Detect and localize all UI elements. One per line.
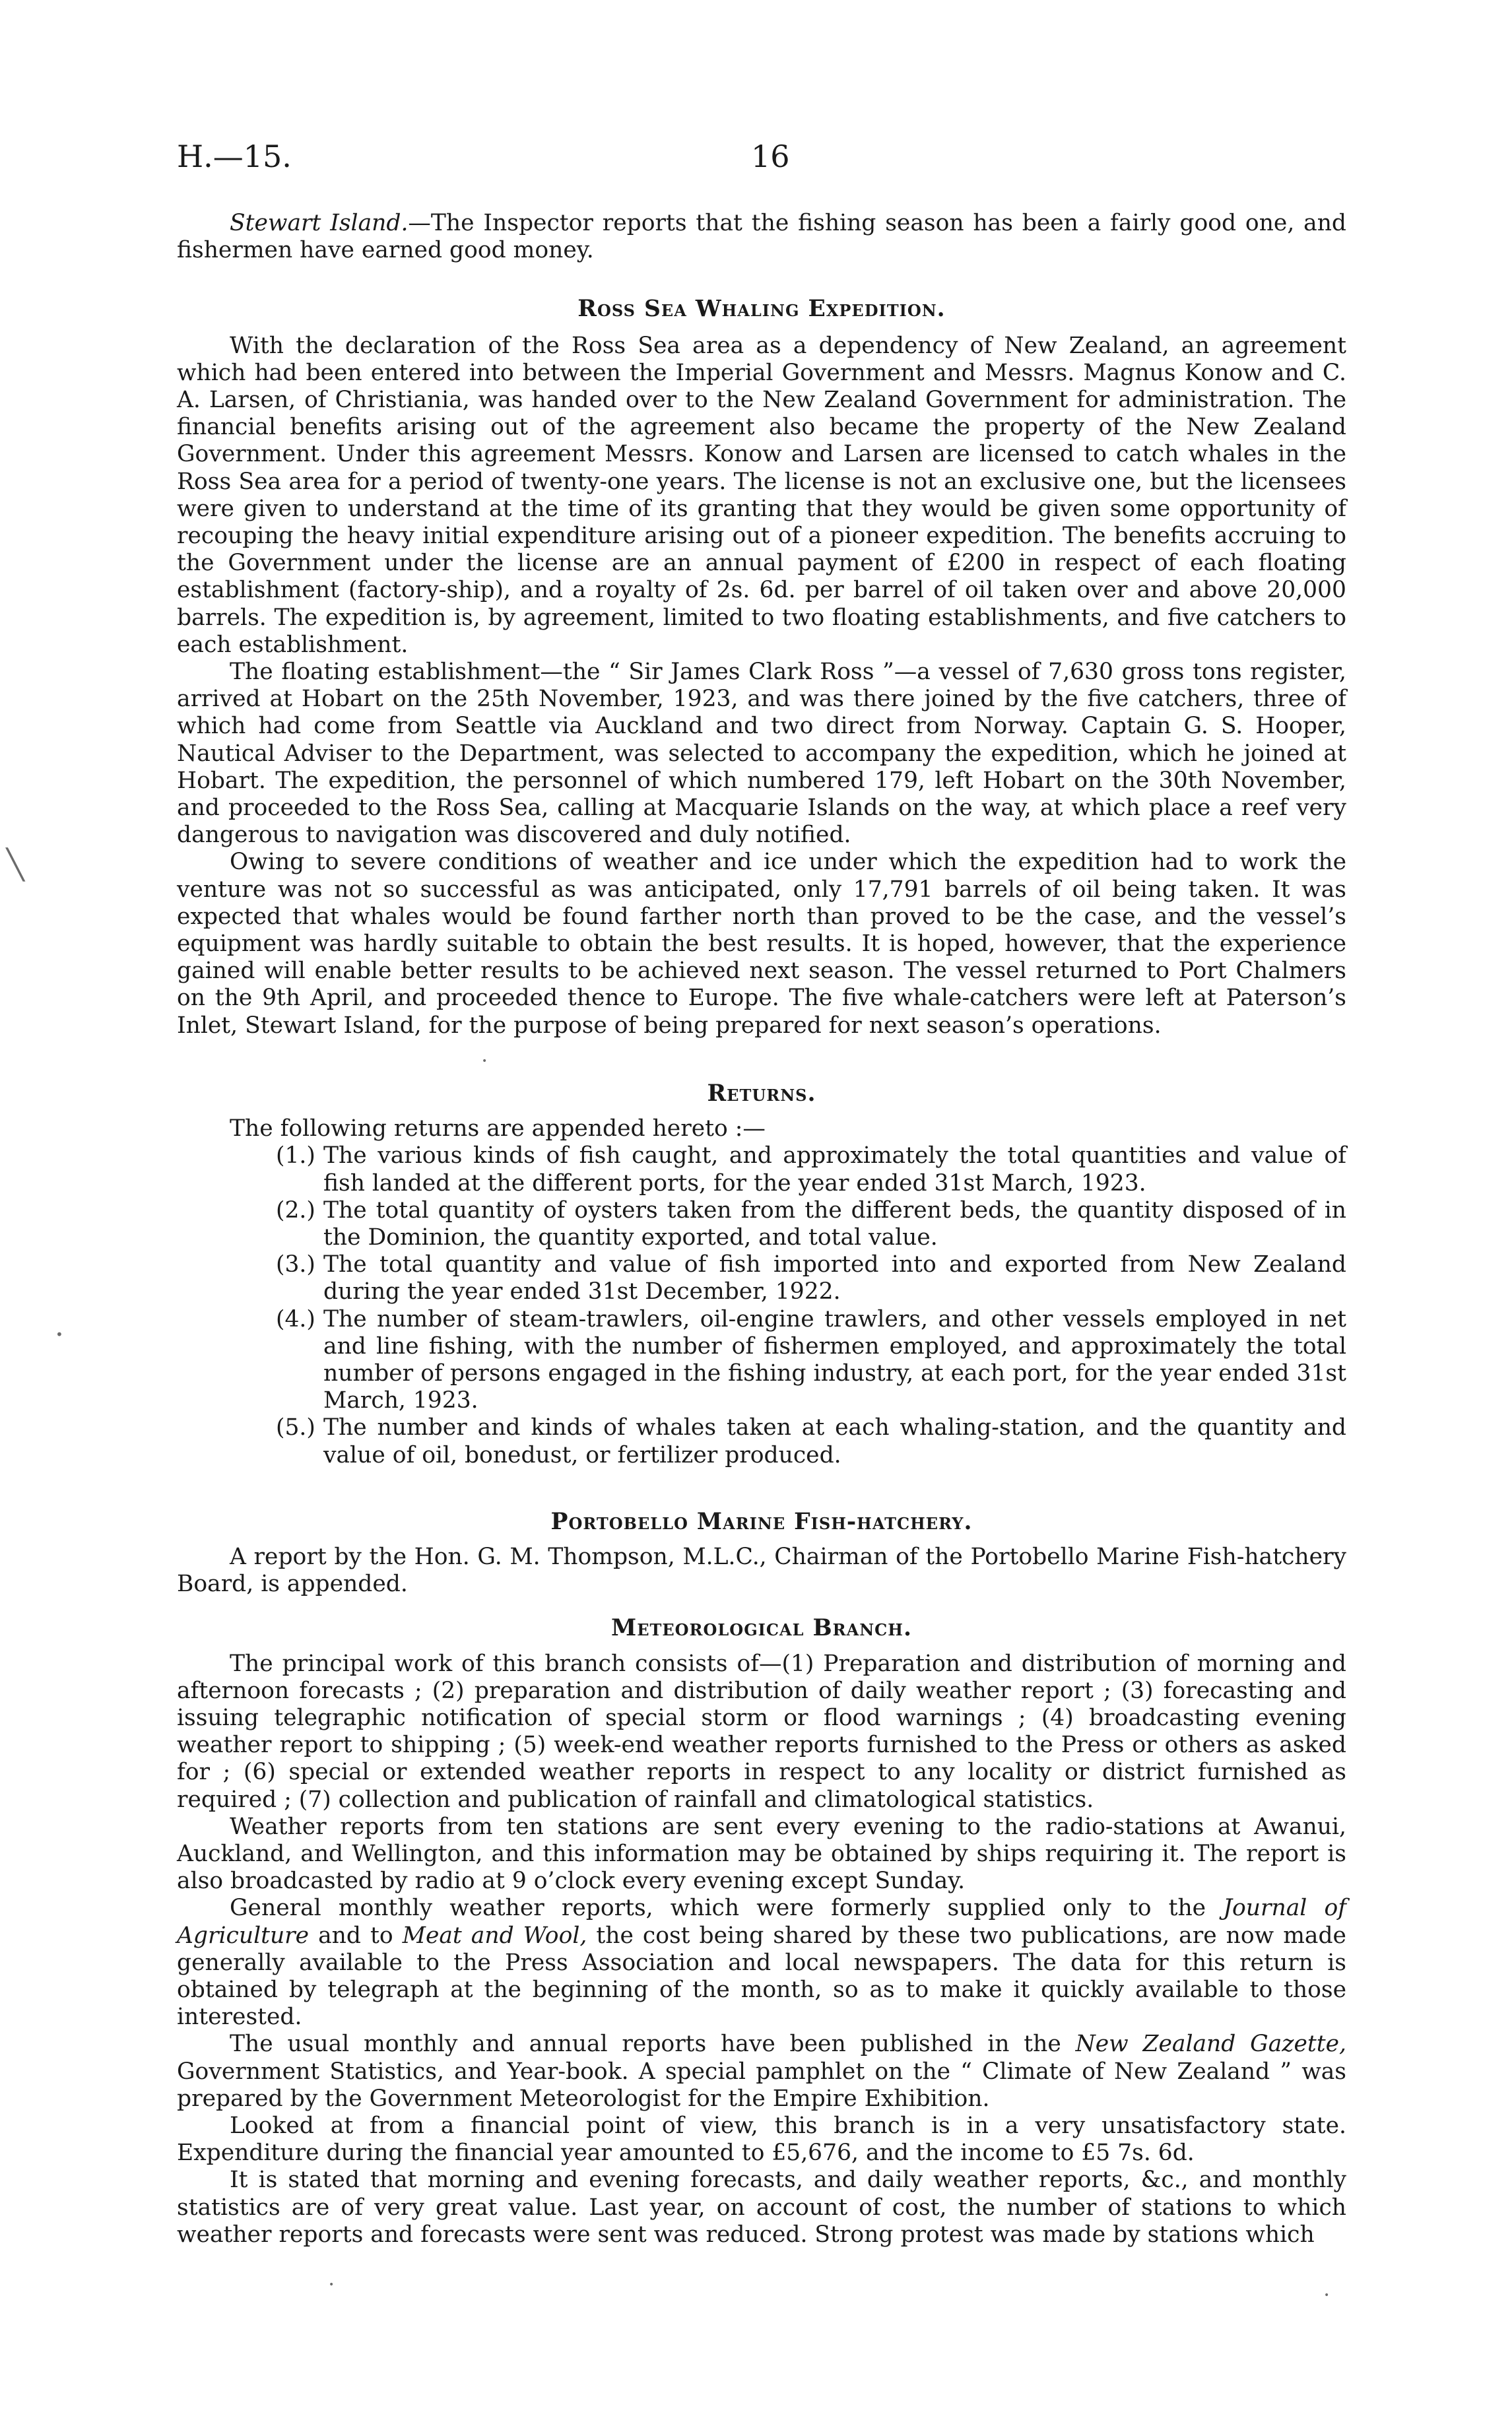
meteorological-text: the cost being shared by these two publications, are now made generally available to the Press Association and local newspapers. The data for this return is obtained by telegraph at the beginning of the month, so as to make it quickly available to those interested. [177, 1922, 1346, 2031]
scan-dust-mark: • [1324, 2290, 1330, 2301]
returns-list [177, 1142, 1346, 1468]
scan-dust-mark: • [329, 2280, 335, 2290]
meteorological-paragraph [177, 1895, 1346, 2031]
stewart-island-paragraph [177, 210, 1346, 264]
meteorological-paragraph: Looked at from a financial point of view, this branch is in a very unsatisfactory state. Expenditure during the financial year amounted to £5,676, and the income to £5 7s. 6d. [177, 2113, 1346, 2167]
returns-list-item [177, 1414, 1346, 1468]
returns-item-number: (1.) [276, 1142, 315, 1169]
meteorological-paragraph: It is stated that morning and evening forecasts, and daily weather reports, &c., and monthly statistics are of very great value. Last year, on account of cost, the number of stations to which weather reports and forecasts were sent was reduced. Strong protest was made by stations which [177, 2167, 1346, 2248]
returns-item-text: The total quantity of oysters taken from the different beds, the quantity disposed of in the Dominion, the quantity exported, and total value. [323, 1197, 1346, 1251]
meteorological-text: The usual monthly and annual reports have been published in the [230, 2031, 1076, 2058]
meteorological-text: and to [309, 1922, 403, 1949]
ross-sea-heading: Ross Sea Whaling Expedition. [577, 296, 946, 323]
returns-list-item [177, 1142, 1346, 1197]
portobello-heading: Portobello Marine Fish-hatchery. [550, 1508, 973, 1535]
meteorological-text: Government Statistics, and Year-book. A special pamphlet on the “ Climate of New Zealand ” was prepared by the Government Meteorologist for the Empire Exhibition. [177, 2058, 1346, 2112]
ross-sea-paragraph: With the declaration of the Ross Sea area as a dependency of New Zealand, an agreement which had been entered into between the Imperial Government and Messrs. Magnus Konow and C. A. Larsen, of Christiania, was handed over to the New Zealand Government for administration. The financial benefits arising out of the agreement also became the property of the New Zealand Government. Under this agreement Messrs. Konow and Larsen are licensed to catch whales in the Ross Sea area for a period of twenty-one years. The license is not an exclusive one, but the licensees were given to understand at the time of its granting that they would be given some opportunity of recouping the heavy initial expenditure arising out of a pioneer expedition. The benefits accruing to the Government under the license are an annual payment of £200 in respect of each floating establishment (factory-ship), and a royalty of 2s. 6d. per barrel of oil taken over and above 20,000 barrels. The expedition is, by agreement, limited to two floating establishments, and five catchers to each establishment. [177, 332, 1346, 658]
page-body [177, 205, 1346, 2249]
returns-item-text: The number and kinds of whales taken at each whaling-station, and the quantity and value of oil, bonedust, or fertilizer produced. [323, 1414, 1346, 1468]
journal-title: Meat and Wool, [402, 1922, 587, 1949]
meteorological-heading: Meteorological Branch. [611, 1615, 912, 1642]
page-number: 16 [751, 139, 790, 174]
returns-item-text: The various kinds of fish caught, and approximately the total quantities and value of fish landed at the different ports, for the year ended 31st March, 1923. [323, 1142, 1346, 1197]
returns-intro: The following returns are appended hereto :— [230, 1115, 766, 1142]
ross-sea-paragraph: The floating establishment—the “ Sir James Clark Ross ”—a vessel of 7,630 gross tons register, arrived at Hobart on the 25th November, 1923, and was there joined by the five catchers, three of which had come from Seattle via Auckland and two direct from Norway. Captain G. S. Hooper, Nautical Adviser to the Department, was selected to accompany the expedition, which he joined at Hobart. The expedition, the personnel of which numbered 179, left Hobart on the 30th November, and proceeded to the Ross Sea, calling at Macquarie Islands on the way, at which place a reef very dangerous to navigation was discovered and duly notified. [177, 659, 1346, 849]
scan-dust-mark: • [482, 1056, 488, 1067]
meteorological-paragraph: The principal work of this branch consists of—(1) Preparation and distribution of morning and afternoon forecasts ; (2) preparation and distribution of daily weather report ; (3) forecasting and issuing telegraphic notification of special storm or flood warnings ; (4) broadcasting evening weather report to shipping ; (5) week-end weather reports furnished to the Press or others as asked for ; (6) special or extended weather reports in respect to any locality or district furnished as required ; (7) collection and publication of rainfall and climatological statistics. [177, 1650, 1346, 1813]
returns-item-number: (3.) [276, 1251, 315, 1278]
gazette-title: New Zealand Gazette, [1075, 2031, 1347, 2058]
meteorological-paragraph: Weather reports from ten stations are sent every evening to the radio-stations at Awanui, Auckland, and Wellington, and this information may be obtained by ships requiring it. The report is also broadcasted by radio at 9 o’clock every evening except Sunday. [177, 1813, 1346, 1895]
meteorological-paragraph [177, 2031, 1346, 2113]
scan-dust-mark: • [55, 1327, 63, 1342]
stewart-island-text: —The Inspector reports that the fishing season has been a fairly good one, and fishermen have earned good money. [177, 210, 1347, 264]
journal-title: Journal of Agriculture [177, 1895, 1346, 1949]
returns-item-number: (5.) [276, 1414, 315, 1441]
portobello-paragraph: A report by the Hon. G. M. Thompson, M.L.C., Chairman of the Portobello Marine Fish-hatchery Board, is appended. [177, 1543, 1346, 1598]
returns-list-item [177, 1251, 1346, 1305]
ross-sea-paragraph: Owing to severe conditions of weather and ice under which the expedition had to work the venture was not so successful as was anticipated, only 17,791 barrels of oil being taken. It was expected that whales would be found farther north than proved to be the case, and the vessel’s equipment was hardly suitable to obtain the best results. It is hoped, however, that the experience gained will enable better results to be achieved next season. The vessel returned to Port Chalmers on the 9th April, and proceeded thence to Europe. The five whale-catchers were left at Paterson’s Inlet, Stewart Island, for the purpose of being prepared for next season’s operations. [177, 849, 1346, 1039]
document-code: H.—15. [177, 139, 292, 174]
returns-item-text: The total quantity and value of fish imported into and exported from New Zealand during the year ended 31st December, 1922. [323, 1251, 1346, 1305]
returns-list-item [177, 1197, 1346, 1251]
returns-item-text: The number of steam-trawlers, oil-engine trawlers, and other vessels employed in net and line fishing, with the number of fishermen employed, and approximately the total number of persons engaged in the fishing industry, at each port, for the year ended 31st March, 1923. [323, 1305, 1346, 1414]
returns-item-number: (2.) [276, 1197, 315, 1224]
margin-scan-mark: ╲ [7, 848, 24, 882]
meteorological-text: General monthly weather reports, which were formerly supplied only to the [230, 1895, 1224, 1922]
returns-item-number: (4.) [276, 1305, 315, 1332]
stewart-island-lead: Stewart Island. [230, 210, 409, 236]
returns-list-item [177, 1306, 1346, 1415]
returns-heading: Returns. [707, 1080, 816, 1107]
